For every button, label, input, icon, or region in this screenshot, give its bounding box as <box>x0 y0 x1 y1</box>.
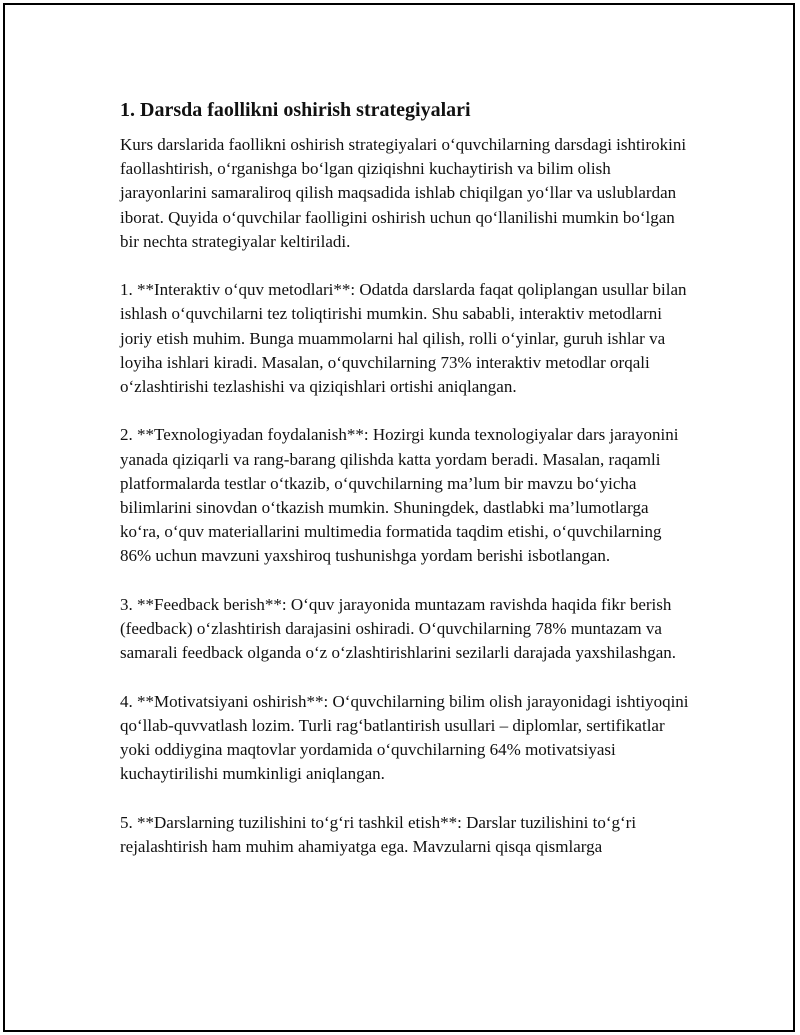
section-heading: 1. Darsda faollikni oshirish strategiyalari <box>120 99 471 121</box>
strategy-paragraph-3: 3. **Feedback berish**: O‘quv jarayonida muntazam ravishda haqida fikr berish (feedback) o‘zlashtirish darajasini oshiradi. O‘quvchilarning 78% muntazam va samarali feedback olganda o‘z o‘zlashtirishlarini sezilarli darajada yaxshilashgan. <box>120 594 677 663</box>
document-body <box>120 97 690 883</box>
strategy-paragraph-4: 4. **Motivatsiyani oshirish**: O‘quvchilarning bilim olish jarayonidagi ishtiyoqini qo‘llab-quvvatlash lozim. Turli rag‘batlantirish usullari – diplomlar, sertifikatlar yoki oddiygina maqtovlar yordamida o‘quvchilarning 64% motivatsiyasi kuchaytirilishi mumkinligi aniqlangan. <box>120 691 689 784</box>
intro-paragraph: Kurs darslarida faollikni oshirish strategiyalari o‘quvchilarning darsdagi ishtirokini faollashtirish, o‘rganishga bo‘lgan qiziqishni kuchaytirish va bilim olish jarayonlarini samaraliroq qilish maqsadida ishlab chiqilgan yo‘llar va uslublardan iborat. Quyida o‘quvchilar faolligini oshirish uchun qo‘llanilishi mumkin bo‘lgan bir nechta strategiyalar keltiriladi. <box>120 135 687 251</box>
strategy-paragraph-1: 1. **Interaktiv o‘quv metodlari**: Odatda darslarda faqat qoliplangan usullar bilan ishlash o‘quvchilarni tez toliqtirishi mumkin. Shu sababli, interaktiv metodlarni joriy etish muhim. Bunga muammolarni hal qilish, rolli o‘yinlar, guruh ishlar va loyiha ishlari kiradi. Masalan, o‘quvchilarning 73% interaktiv metodlar orqali o‘zlashtirishi tezlashishi va qiziqishlari ortishi aniqlangan. <box>120 280 687 397</box>
strategy-paragraph-5: 5. **Darslarning tuzilishini to‘g‘ri tashkil etish**: Darslar tuzilishini to‘g‘ri rejalashtirish ham muhim ahamiyatga ega. Mavzularni qisqa qismlarga <box>120 812 637 856</box>
page-frame <box>3 3 795 1032</box>
strategy-paragraph-2: 2. **Texnologiyadan foydalanish**: Hozirgi kunda texnologiyalar dars jarayonini yanada qiziqarli va rang-barang qilishda katta yordam beradi. Masalan, raqamli platformalarda testlar o‘tkazib, o‘quvchilarning ma’lum bir mavzu bo‘yicha bilimlarini sinovdan o‘tkazish mumkin. Shuningdek, dastlabki ma’lumotlarga ko‘ra, o‘quv materiallarini multimedia formatida taqdim etishi, o‘quvchilarning 86% uchun mavzuni yaxshiroq tushunishga yordam berishi isbotlangan. <box>120 425 679 566</box>
